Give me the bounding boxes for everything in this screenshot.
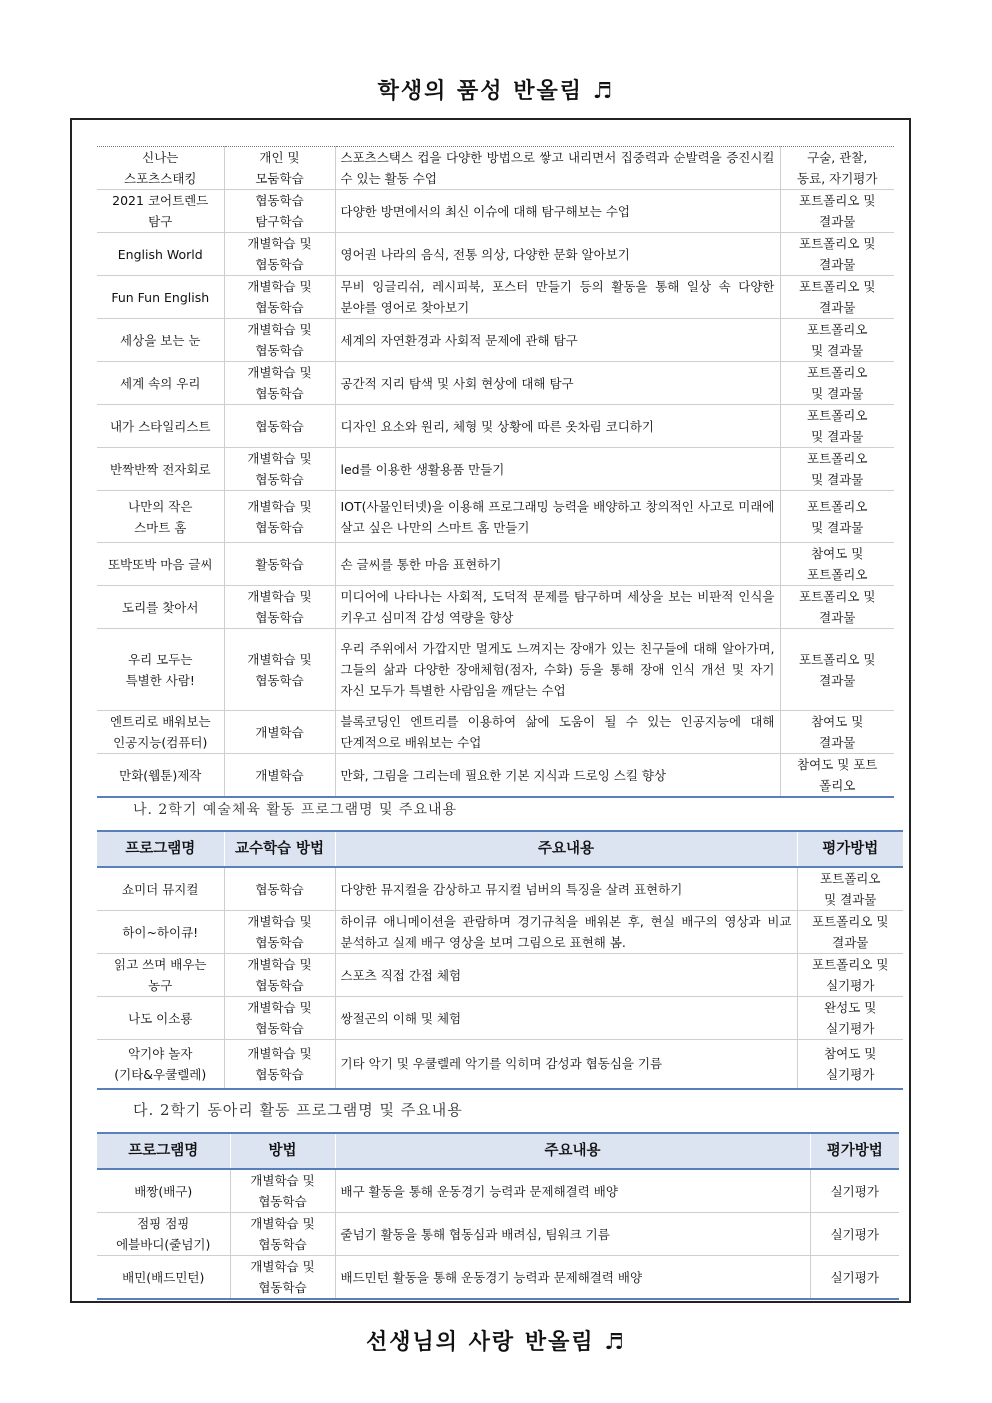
content-cell: 공간적 지리 탐색 및 사회 현상에 대해 탐구 xyxy=(335,362,780,405)
header-content: 주요내용 xyxy=(335,1133,810,1169)
content-cell: 하이큐 애니메이션을 관람하며 경기규칙을 배워본 후, 현실 배구의 영상과 비교 분석하고 실제 배구 영상을 보며 그림으로 표현해 봄. xyxy=(335,911,797,954)
table-row xyxy=(97,276,894,319)
program-name-cell: 점핑 점핑 에블바디(줄넘기) xyxy=(97,1213,230,1256)
method-cell: 개별학습 및 협동학습 xyxy=(224,362,335,405)
program-name-cell: 배민(배드민턴) xyxy=(97,1256,230,1300)
method-cell: 개별학습 및 협동학습 xyxy=(224,997,335,1040)
method-cell: 개인 및 모둠학습 xyxy=(224,147,335,190)
content-cell: 세계의 자연환경과 사회적 문제에 관해 탐구 xyxy=(335,319,780,362)
program-name-cell: Fun Fun English xyxy=(97,276,224,319)
content-cell: 쌍절곤의 이해 및 체험 xyxy=(335,997,797,1040)
method-cell: 개별학습 및 협동학습 xyxy=(224,954,335,997)
program-name-cell: 도리를 찾아서 xyxy=(97,586,224,629)
content-cell: 디자인 요소와 원리, 체형 및 상황에 따른 옷차림 코디하기 xyxy=(335,405,780,448)
content-cell: 다양한 방면에서의 최신 이슈에 대해 탐구해보는 수업 xyxy=(335,190,780,233)
table-row xyxy=(97,1040,903,1089)
evaluation-cell: 참여도 및 결과물 xyxy=(780,711,894,754)
table-row xyxy=(97,629,894,711)
evaluation-cell: 실기평가 xyxy=(810,1213,899,1256)
evaluation-cell: 포트폴리오 및 결과물 xyxy=(780,491,894,543)
program-name-cell: 만화(웹툰)제작 xyxy=(97,754,224,798)
table-row xyxy=(97,319,894,362)
table-row xyxy=(97,147,894,190)
method-cell: 개별학습 및 협동학습 xyxy=(224,319,335,362)
method-cell: 협동학습 xyxy=(224,405,335,448)
content-cell: 미디어에 나타나는 사회적, 도덕적 문제를 탐구하며 세상을 보는 비판적 인식을 키우고 심미적 감성 역량을 향상 xyxy=(335,586,780,629)
table-row xyxy=(97,190,894,233)
evaluation-cell: 참여도 및 실기평가 xyxy=(797,1040,903,1089)
program-name-cell: 신나는 스포츠스태킹 xyxy=(97,147,224,190)
program-name-cell: 또박또박 마음 글씨 xyxy=(97,543,224,586)
table-row xyxy=(97,911,903,954)
evaluation-cell: 포트폴리오 및 결과물 xyxy=(797,911,903,954)
content-cell: led를 이용한 생활용품 만들기 xyxy=(335,448,780,491)
header-evaluation: 평가방법 xyxy=(797,831,903,867)
method-cell: 활동학습 xyxy=(224,543,335,586)
method-cell: 개별학습 및 협동학습 xyxy=(224,586,335,629)
section-b-title: 나. 2학기 예술체육 활동 프로그램명 및 주요내용 xyxy=(133,802,458,818)
program-table-continued xyxy=(97,146,894,798)
content-cell: 배드민턴 활동을 통해 운동경기 능력과 문제해결력 배양 xyxy=(335,1256,810,1300)
table-header-row xyxy=(97,1133,899,1169)
content-cell: 만화, 그림을 그리는데 필요한 기본 지식과 드로잉 스킬 향상 xyxy=(335,754,780,798)
content-cell: 스포츠 직접 간접 체험 xyxy=(335,954,797,997)
evaluation-cell: 포트폴리오 및 결과물 xyxy=(780,629,894,711)
section-c-title: 다. 2학기 동아리 활동 프로그램명 및 주요내용 xyxy=(133,1101,463,1119)
table-row xyxy=(97,586,894,629)
table-row xyxy=(97,1256,899,1300)
method-cell: 개별학습 및 협동학습 xyxy=(224,448,335,491)
table3-body xyxy=(97,1169,899,1299)
header-evaluation: 평가방법 xyxy=(810,1133,899,1169)
program-name-cell: English World xyxy=(97,233,224,276)
evaluation-cell: 포트폴리오 및 결과물 xyxy=(780,405,894,448)
table2-body xyxy=(97,867,903,1089)
table-row xyxy=(97,233,894,276)
content-cell: 무비 잉글리쉬, 레시피북, 포스터 만들기 등의 활동을 통해 일상 속 다양한 분야를 영어로 찾아보기 xyxy=(335,276,780,319)
program-name-cell: 2021 코어트렌드 탐구 xyxy=(97,190,224,233)
table-header-row xyxy=(97,831,903,867)
header-content: 주요내용 xyxy=(335,831,797,867)
evaluation-cell: 포트폴리오 및 결과물 xyxy=(780,233,894,276)
method-cell: 개별학습 및 협동학습 xyxy=(224,233,335,276)
evaluation-cell: 실기평가 xyxy=(810,1169,899,1213)
header-method: 방법 xyxy=(230,1133,335,1169)
evaluation-cell: 참여도 및 포트 폴리오 xyxy=(780,754,894,798)
content-cell: 우리 주위에서 가깝지만 멀게도 느껴지는 장애가 있는 친구들에 대해 알아가며, 그들의 삶과 다양한 장애체험(점자, 수화) 등을 통해 장애 인식 개선 및 자기 자신 모두가 특별한 사람임을 깨닫는 수업 xyxy=(335,629,780,711)
program-name-cell: 세상을 보는 눈 xyxy=(97,319,224,362)
table-row xyxy=(97,543,894,586)
program-name-cell: 읽고 쓰며 배우는 농구 xyxy=(97,954,224,997)
evaluation-cell: 포트폴리오 및 결과물 xyxy=(780,586,894,629)
program-name-cell: 세계 속의 우리 xyxy=(97,362,224,405)
evaluation-cell: 포트폴리오 및 결과물 xyxy=(780,448,894,491)
program-name-cell: 하이~하이큐! xyxy=(97,911,224,954)
table-row xyxy=(97,448,894,491)
content-cell: 줄넘기 활동을 통해 협동심과 배려심, 팀워크 기름 xyxy=(335,1213,810,1256)
content-cell: 스포츠스택스 컵을 다양한 방법으로 쌓고 내리면서 집중력과 순발력을 증진시킬 수 있는 활동 수업 xyxy=(335,147,780,190)
method-cell: 개별학습 및 협동학습 xyxy=(230,1169,335,1213)
header-program-name: 프로그램명 xyxy=(97,831,224,867)
evaluation-cell: 포트폴리오 및 결과물 xyxy=(780,362,894,405)
table-row xyxy=(97,491,894,543)
method-cell: 개별학습 및 협동학습 xyxy=(224,491,335,543)
program-name-cell: 배짱(배구) xyxy=(97,1169,230,1213)
content-cell: 영어권 나라의 음식, 전통 의상, 다양한 문화 알아보기 xyxy=(335,233,780,276)
program-name-cell: 엔트리로 배워보는 인공지능(컴퓨터) xyxy=(97,711,224,754)
table-row xyxy=(97,711,894,754)
method-cell: 개별학습 xyxy=(224,754,335,798)
header-method: 교수학습 방법 xyxy=(224,831,335,867)
program-name-cell: 악기야 놀자 (기타&우쿨렐레) xyxy=(97,1040,224,1089)
method-cell: 개별학습 및 협동학습 xyxy=(224,1040,335,1089)
table-row xyxy=(97,1213,899,1256)
table-row xyxy=(97,997,903,1040)
content-cell: 블록코딩인 엔트리를 이용하여 삶에 도움이 될 수 있는 인공지능에 대해 단계적으로 배워보는 수업 xyxy=(335,711,780,754)
content-cell: 기타 악기 및 우쿨렐레 악기를 익히며 감성과 협동심을 기름 xyxy=(335,1040,797,1089)
program-name-cell: 내가 스타일리스트 xyxy=(97,405,224,448)
table-row xyxy=(97,954,903,997)
header-program-name: 프로그램명 xyxy=(97,1133,230,1169)
content-cell: 다양한 뮤지컬을 감상하고 뮤지컬 넘버의 특징을 살려 표현하기 xyxy=(335,867,797,911)
evaluation-cell: 포트폴리오 및 결과물 xyxy=(797,867,903,911)
content-cell: 손 글씨를 통한 마음 표현하기 xyxy=(335,543,780,586)
program-name-cell: 우리 모두는 특별한 사람! xyxy=(97,629,224,711)
method-cell: 개별학습 및 협동학습 xyxy=(224,629,335,711)
evaluation-cell: 포트폴리오 및 결과물 xyxy=(780,190,894,233)
program-name-cell: 나만의 작은 스마트 홈 xyxy=(97,491,224,543)
arts-sports-program-table xyxy=(97,830,903,1090)
method-cell: 개별학습 및 협동학습 xyxy=(224,276,335,319)
program-name-cell: 반짝반짝 전자회로 xyxy=(97,448,224,491)
program-name-cell: 나도 이소룡 xyxy=(97,997,224,1040)
evaluation-cell: 포트폴리오 및 실기평가 xyxy=(797,954,903,997)
method-cell: 개별학습 및 협동학습 xyxy=(230,1213,335,1256)
content-cell: IOT(사물인터넷)을 이용해 프로그래밍 능력을 배양하고 창의적인 사고로 미래에 살고 싶은 나만의 스마트 홈 만들기 xyxy=(335,491,780,543)
program-name-cell: 쇼미더 뮤지컬 xyxy=(97,867,224,911)
evaluation-cell: 실기평가 xyxy=(810,1256,899,1300)
table-row xyxy=(97,1169,899,1213)
method-cell: 개별학습 및 협동학습 xyxy=(230,1256,335,1300)
method-cell: 협동학습 탐구학습 xyxy=(224,190,335,233)
table-row xyxy=(97,362,894,405)
evaluation-cell: 구술, 관찰, 동료, 자기평가 xyxy=(780,147,894,190)
table-row xyxy=(97,754,894,798)
page-footer-title: 선생님의 사랑 반올림 ♬ xyxy=(366,1329,626,1355)
evaluation-cell: 완성도 및 실기평가 xyxy=(797,997,903,1040)
method-cell: 개별학습 및 협동학습 xyxy=(224,911,335,954)
club-program-table xyxy=(97,1132,899,1300)
table1-body xyxy=(97,147,894,798)
method-cell: 개별학습 xyxy=(224,711,335,754)
content-cell: 배구 활동을 통해 운동경기 능력과 문제해결력 배양 xyxy=(335,1169,810,1213)
evaluation-cell: 참여도 및 포트폴리오 xyxy=(780,543,894,586)
method-cell: 협동학습 xyxy=(224,867,335,911)
table-row xyxy=(97,867,903,911)
evaluation-cell: 포트폴리오 및 결과물 xyxy=(780,319,894,362)
evaluation-cell: 포트폴리오 및 결과물 xyxy=(780,276,894,319)
table-row xyxy=(97,405,894,448)
page-header-title: 학생의 품성 반올림 ♬ xyxy=(377,78,615,104)
